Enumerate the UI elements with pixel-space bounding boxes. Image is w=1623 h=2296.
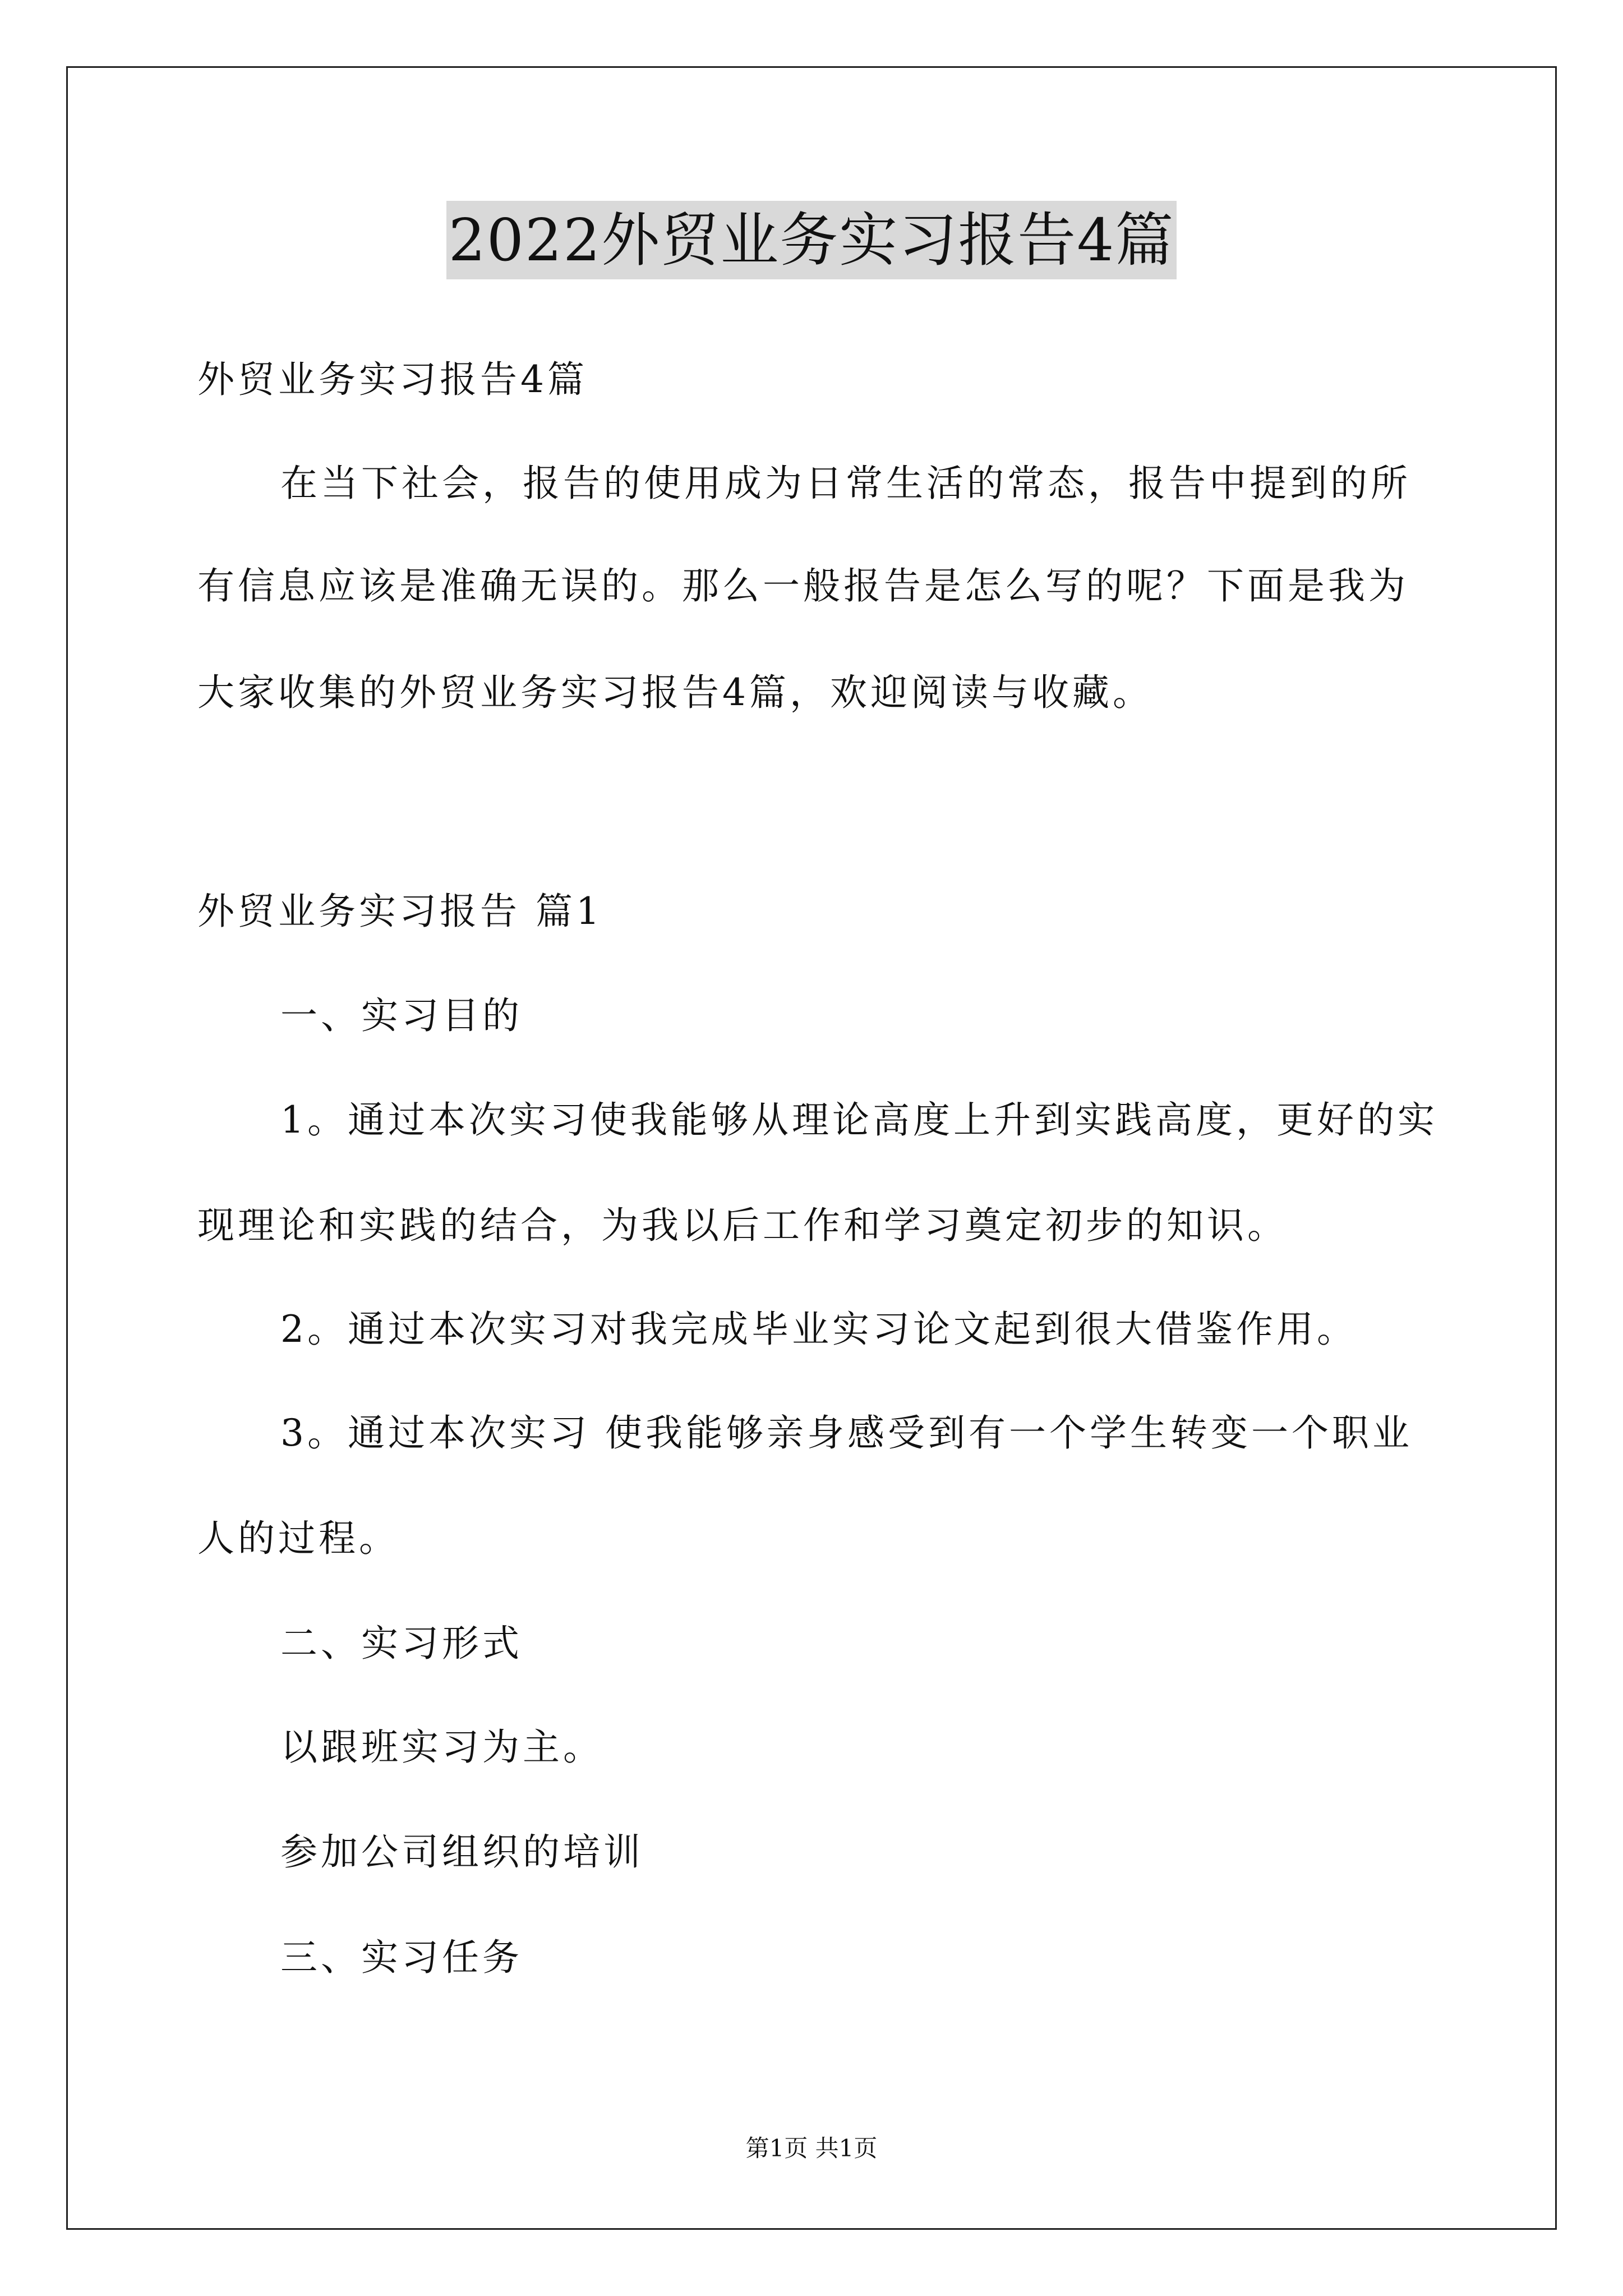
- form-item-2: 参加公司组织的培训: [280, 1830, 644, 1874]
- heading-tasks: 三、实习任务: [280, 1936, 523, 1979]
- heading-form: 二、实习形式: [280, 1622, 523, 1665]
- document-title: 2022外贸业务实习报告4篇: [446, 201, 1177, 279]
- heading-purpose: 一、实习目的: [280, 994, 523, 1037]
- purpose-item-3-line-2: 人的过程。: [197, 1517, 399, 1560]
- purpose-item-1-line-2: 现理论和实践的结合，为我以后工作和学习奠定初步的知识。: [197, 1204, 1288, 1247]
- purpose-item-1-line-1: 1。通过本次实习使我能够从理论高度上升到实践高度，更好的实: [280, 1098, 1438, 1142]
- intro-line-2: 有信息应该是准确无误的。那么一般报告是怎么写的呢？下面是我为: [197, 564, 1409, 608]
- intro-line-3: 大家收集的外贸业务实习报告4篇，欢迎阅读与收藏。: [197, 671, 1153, 714]
- title-container: [0, 201, 1623, 279]
- purpose-item-3-line-1: 3。通过本次实习 使我能够亲身感受到有一个学生转变一个职业: [280, 1411, 1413, 1455]
- intro-line-1: 在当下社会，报告的使用成为日常生活的常态，报告中提到的所: [280, 462, 1411, 505]
- purpose-item-2: 2。通过本次实习对我完成毕业实习论文起到很大借鉴作用。: [280, 1308, 1357, 1351]
- form-item-1: 以跟班实习为主。: [280, 1726, 603, 1769]
- section-heading-1: 外贸业务实习报告 篇1: [197, 890, 603, 933]
- subtitle-line: 外贸业务实习报告4篇: [197, 358, 588, 401]
- page-footer: 第1页 共1页: [745, 2134, 878, 2162]
